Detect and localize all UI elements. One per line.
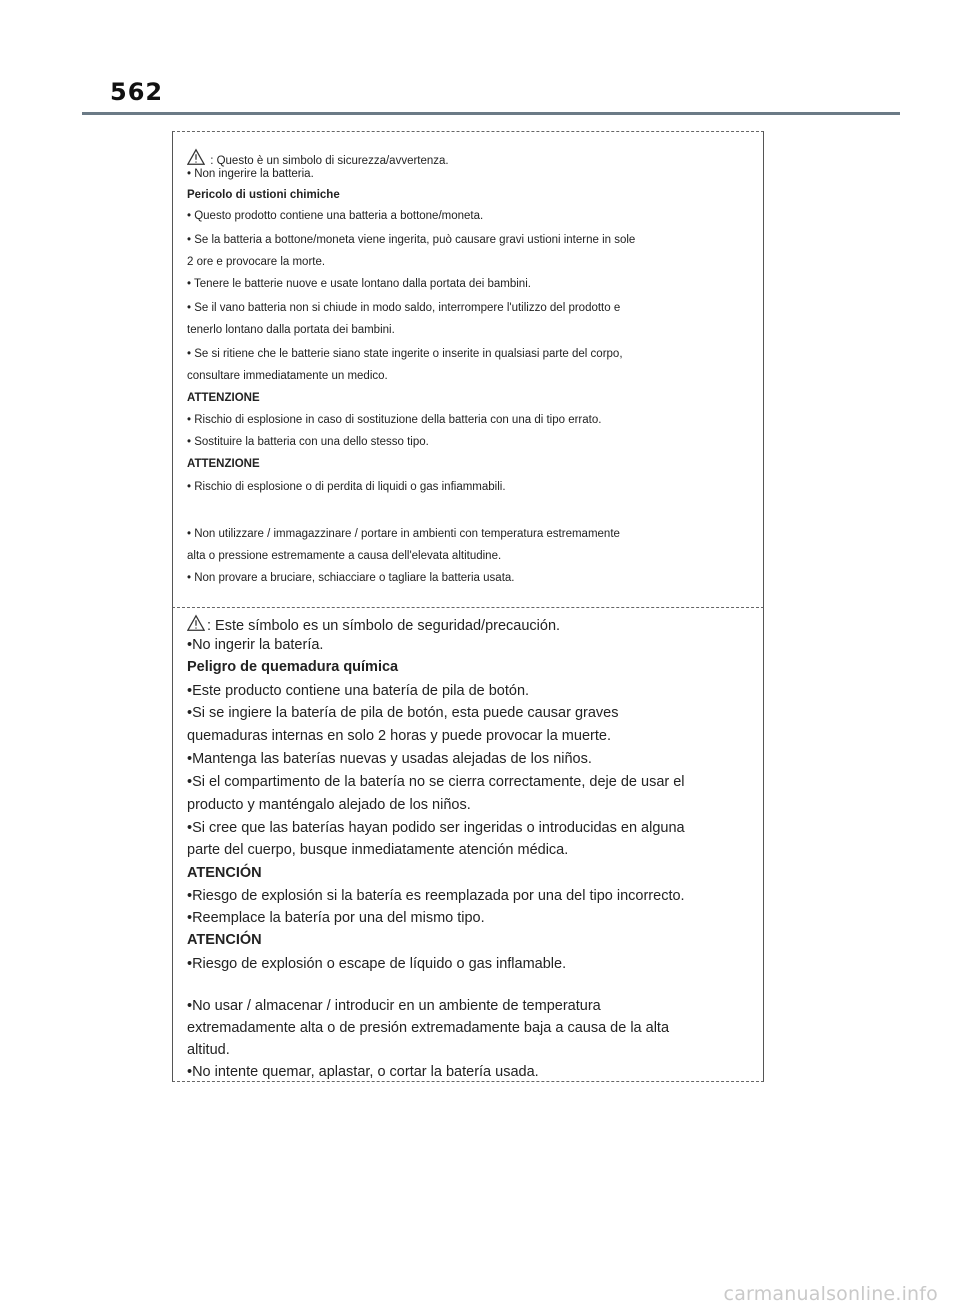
line-text: ATENCIÓN — [187, 932, 262, 948]
line-text: : Questo è un simbolo di sicurezza/avvertenza. — [207, 155, 449, 167]
line-text: ATTENZIONE — [187, 458, 260, 470]
spanish-text-line — [187, 998, 601, 1014]
spanish-text-line — [187, 614, 560, 634]
line-text: • Se si ritiene che le batterie siano state ingerite o inserite in qualsiasi parte del corpo, — [187, 348, 623, 360]
spanish-text-line — [187, 637, 323, 653]
italian-heading — [187, 392, 260, 404]
header-divider — [82, 112, 900, 115]
italian-text-line — [187, 481, 506, 493]
italian-text-line — [187, 168, 314, 180]
italian-text-line — [187, 414, 601, 426]
spanish-text-line — [187, 910, 485, 926]
line-text: • Non utilizzare / immagazzinare / portare in ambienti con temperatura estremamente — [187, 528, 620, 540]
line-text: • Sostituire la batteria con una dello stesso tipo. — [187, 436, 429, 448]
spanish-text-line — [187, 1020, 669, 1036]
page-number: 562 — [110, 78, 164, 106]
line-text: •Este producto contiene una batería de pila de botón. — [187, 683, 530, 699]
spanish-text-line — [187, 797, 471, 813]
line-text: • Se il vano batteria non si chiude in modo saldo, interrompere l'utilizzo del prodotto e — [187, 302, 621, 314]
spanish-heading — [187, 865, 262, 881]
line-text: •No intente quemar, aplastar, o cortar la batería usada. — [187, 1064, 539, 1080]
line-text: •Riesgo de explosión si la batería es reemplazada por una del tipo incorrecto. — [187, 888, 685, 904]
line-text: parte del cuerpo, busque inmediatamente atención médica. — [187, 842, 569, 858]
spanish-text-line — [187, 1042, 230, 1058]
italian-text-line — [187, 302, 620, 314]
spanish-text-line — [187, 683, 529, 699]
line-text: 2 ore e provocare la morte. — [187, 256, 326, 268]
line-text: • Non provare a bruciare, schiacciare o tagliare la batteria usata. — [187, 572, 515, 584]
line-text: • Questo prodotto contiene una batteria a bottone/moneta. — [187, 210, 484, 222]
spanish-text-line — [187, 956, 566, 972]
line-text: extremadamente alta o de presión extremadamente baja a causa de la alta — [187, 1020, 670, 1036]
italian-heading — [187, 189, 340, 201]
line-text: ATENCIÓN — [187, 865, 262, 881]
watermark-url: carmanualsonline.info — [723, 1283, 938, 1305]
spanish-heading — [187, 659, 398, 675]
line-text: • Rischio di esplosione o di perdita di liquidi o gas infiammabili. — [187, 481, 506, 493]
line-text: •Reemplace la batería por una del mismo tipo. — [187, 910, 485, 926]
line-text: : Este símbolo es un símbolo de seguridad/precaución. — [207, 618, 561, 634]
line-text: •Mantenga las baterías nuevas y usadas alejadas de los niños. — [187, 751, 592, 767]
spanish-text-line — [187, 842, 568, 858]
italian-text-line — [187, 436, 429, 448]
line-text: producto y manténgalo alejado de los niños. — [187, 797, 471, 813]
italian-battery-warning — [172, 131, 764, 608]
line-text: •Si el compartimento de la batería no se cierra correctamente, deje de usar el — [187, 774, 685, 790]
italian-text-line — [187, 528, 620, 540]
line-text: • Se la batteria a bottone/moneta viene ingerita, può causare gravi ustioni interne in sole — [187, 234, 636, 246]
line-text: •Riesgo de explosión o escape de líquido o gas inflamable. — [187, 956, 567, 972]
line-text: •No ingerir la batería. — [187, 637, 324, 653]
spanish-text-line — [187, 751, 592, 767]
line-text: •Si se ingiere la batería de pila de botón, esta puede causar graves — [187, 705, 619, 721]
spanish-heading — [187, 932, 262, 948]
warning-triangle-icon — [187, 148, 205, 166]
italian-text-line — [187, 572, 514, 584]
line-text: tenerlo lontano dalla portata dei bambini. — [187, 324, 395, 336]
line-text: Pericolo di ustioni chimiche — [187, 189, 340, 201]
warning-triangle-icon — [187, 614, 205, 632]
spanish-text-line — [187, 820, 685, 836]
line-text: consultare immediatamente un medico. — [187, 370, 388, 382]
italian-text-line — [187, 256, 325, 268]
spanish-text-line — [187, 888, 685, 904]
line-text: • Tenere le batterie nuove e usate lontano dalla portata dei bambini. — [187, 278, 531, 290]
spanish-text-line — [187, 1064, 539, 1080]
spanish-text-line — [187, 728, 611, 744]
italian-text-line — [187, 210, 483, 222]
italian-heading — [187, 458, 260, 470]
line-text: •No usar / almacenar / introducir en un ambiente de temperatura — [187, 998, 601, 1014]
italian-text-line — [187, 234, 635, 246]
line-text: Peligro de quemadura química — [187, 659, 399, 675]
italian-text-line — [187, 148, 449, 167]
line-text: • Rischio di esplosione in caso di sostituzione della batteria con una di tipo errato. — [187, 414, 602, 426]
line-text: • Non ingerire la batteria. — [187, 168, 314, 180]
spanish-battery-warning — [172, 608, 764, 1082]
spanish-text-line — [187, 774, 685, 790]
line-text: altitud. — [187, 1042, 230, 1058]
spanish-text-line — [187, 705, 619, 721]
italian-text-line — [187, 550, 501, 562]
italian-text-line — [187, 278, 531, 290]
line-text: •Si cree que las baterías hayan podido ser ingeridas o introducidas en alguna — [187, 820, 685, 836]
italian-text-line — [187, 348, 623, 360]
line-text: quemaduras internas en solo 2 horas y puede provocar la muerte. — [187, 728, 611, 744]
italian-text-line — [187, 324, 395, 336]
line-text: ATTENZIONE — [187, 392, 260, 404]
italian-text-line — [187, 370, 388, 382]
line-text: alta o pressione estremamente a causa dell'elevata altitudine. — [187, 550, 502, 562]
